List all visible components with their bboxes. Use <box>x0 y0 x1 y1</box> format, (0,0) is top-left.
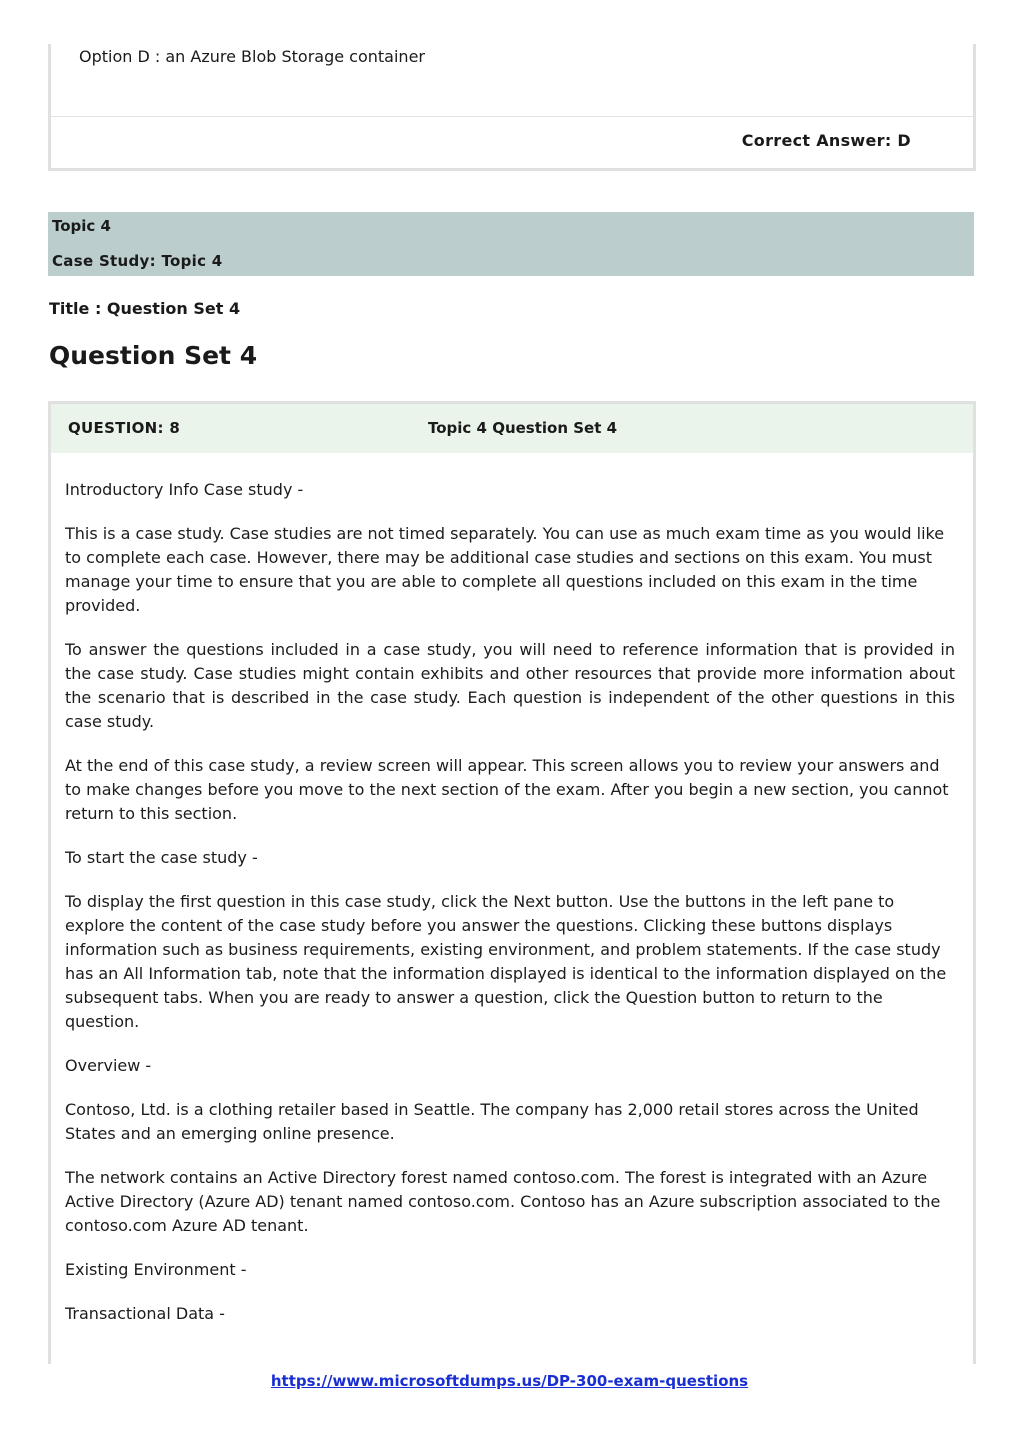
paragraph: To display the first question in this case study, click the Next button. Use the buttons in the left pane to explore the content of the case study before you answer the questions. Clicking these buttons displays information such as business requirements, existing environment, and problem statements. If the case study has an All Information tab, note that the information displayed is identical to the information displayed on the subsequent tabs. When you are ready to answer a question, click the Question button to return to the question. <box>65 892 947 1031</box>
option-d-text: Option D : an Azure Blob Storage container <box>79 47 425 66</box>
paragraph: To answer the questions included in a case study, you will need to reference information that is provided in the case study. Case studies might contain exhibits and other resources that provide more information about the scenario that is described in the case study. Each question is independent of the other questions in this case study. <box>65 640 955 731</box>
footer-link[interactable]: https://www.microsoftdumps.us/DP-300-exam-questions <box>270 1372 749 1390</box>
paragraph: Overview - <box>65 1056 152 1075</box>
paragraph: At the end of this case study, a review screen will appear. This screen allows you to review your answers and to make changes before you move to the next section of the exam. After you begin a new section, you cannot return to this section. <box>65 756 949 823</box>
question-topic: Topic 4 Question Set 4 <box>428 419 618 437</box>
question-body <box>65 478 955 1346</box>
topic-label: Topic 4 <box>52 217 111 235</box>
question-box <box>48 401 976 1364</box>
paragraph: To start the case study - <box>65 848 258 867</box>
previous-question-box <box>48 44 976 171</box>
paragraph: Contoso, Ltd. is a clothing retailer based in Seattle. The company has 2,000 retail stores across the United States and an emerging online presence. <box>65 1100 919 1143</box>
paragraph: The network contains an Active Directory forest named contoso.com. The forest is integrated with an Azure Active Directory (Azure AD) tenant named contoso.com. Contoso has an Azure subscription associated to the contoso.com Azure AD tenant. <box>65 1168 941 1235</box>
question-number: QUESTION: 8 <box>68 419 181 437</box>
question-header <box>51 404 973 453</box>
topic-band <box>48 212 974 276</box>
case-study-label: Case Study: Topic 4 <box>52 252 223 270</box>
paragraph: This is a case study. Case studies are not timed separately. You can use as much exam time as you would like to complete each case. However, there may be additional case studies and sections on this exam. You must manage your time to ensure that you are able to complete all questions included on this exam in the time provided. <box>65 524 945 615</box>
divider <box>51 116 973 117</box>
paragraph: Introductory Info Case study - <box>65 480 304 499</box>
page-heading: Question Set 4 <box>49 341 258 370</box>
title-line: Title : Question Set 4 <box>49 299 241 318</box>
correct-answer-label: Correct Answer: D <box>741 131 911 150</box>
paragraph: Existing Environment - <box>65 1260 247 1279</box>
paragraph: Transactional Data - <box>65 1304 225 1323</box>
